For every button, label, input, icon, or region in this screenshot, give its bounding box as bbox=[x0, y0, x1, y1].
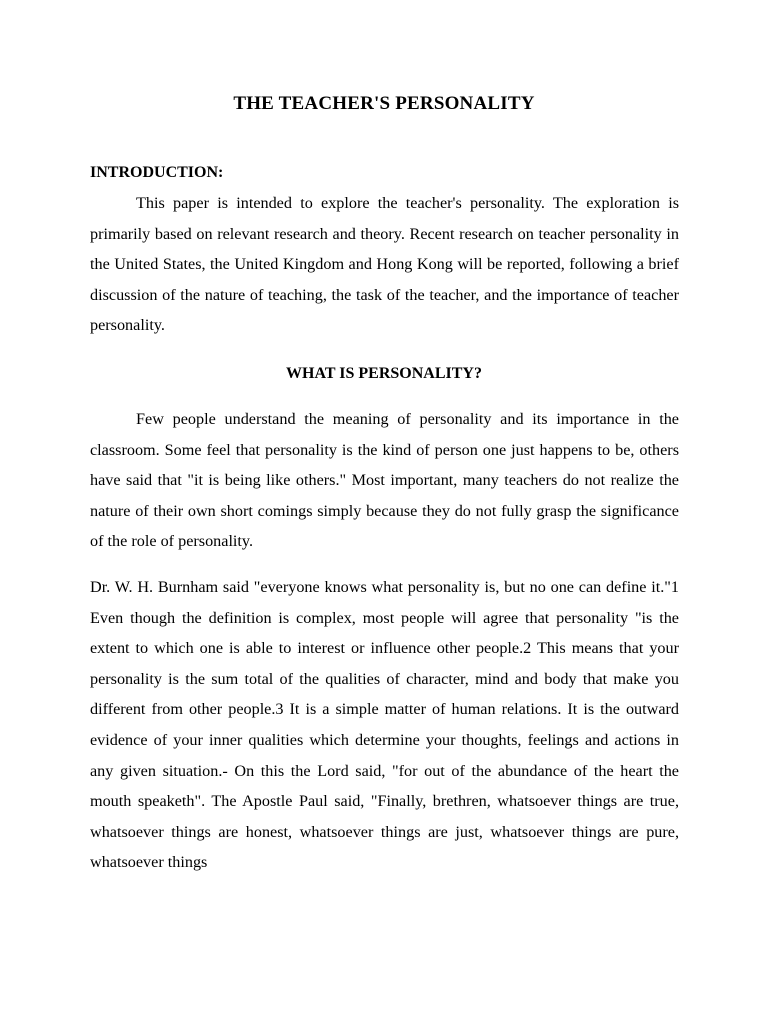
section-heading-introduction: INTRODUCTION: bbox=[90, 164, 224, 181]
personality-paragraph-2: Dr. W. H. Burnham said "everyone knows what personality is, but no one can define it."1 Even though the definition is complex, most people will agree that personality "is the extent to which one is able to interest or influence other people.2 This means that your personality is the sum total of the qualities of character, mind and body that make you different from other people.3 It is a simple matter of human relations. It is the outward evidence of your inner qualities which determine your thoughts, feelings and actions in any given situation.- On this the Lord said, "for out of the abundance of the heart the mouth speaketh". The Apostle Paul said, "Finally, brethren, whatsoever things are true, whatsoever things are honest, whatsoever things are just, whatsoever things are pure, whatsoever things bbox=[90, 578, 679, 872]
introduction-paragraph: This paper is intended to explore the teacher's personality. The exploration is primarily based on relevant research and theory. Recent research on teacher personality in the United States, the United Kingdom and Hong Kong will be reported, following a brief discussion of the nature of teaching, the task of the teacher, and the importance of teacher personality. bbox=[90, 194, 679, 335]
section-heading-what-is-personality: WHAT IS PERSONALITY? bbox=[286, 365, 482, 382]
document-title: THE TEACHER'S PERSONALITY bbox=[233, 93, 535, 114]
personality-paragraph-1: Few people understand the meaning of personality and its importance in the classroom. Some feel that personality is the kind of person one just happens to be, others have said that "it is being like others." Most important, many teachers do not realize the nature of their own short comings simply because they do not fully grasp the significance of the role of personality. bbox=[90, 410, 679, 551]
